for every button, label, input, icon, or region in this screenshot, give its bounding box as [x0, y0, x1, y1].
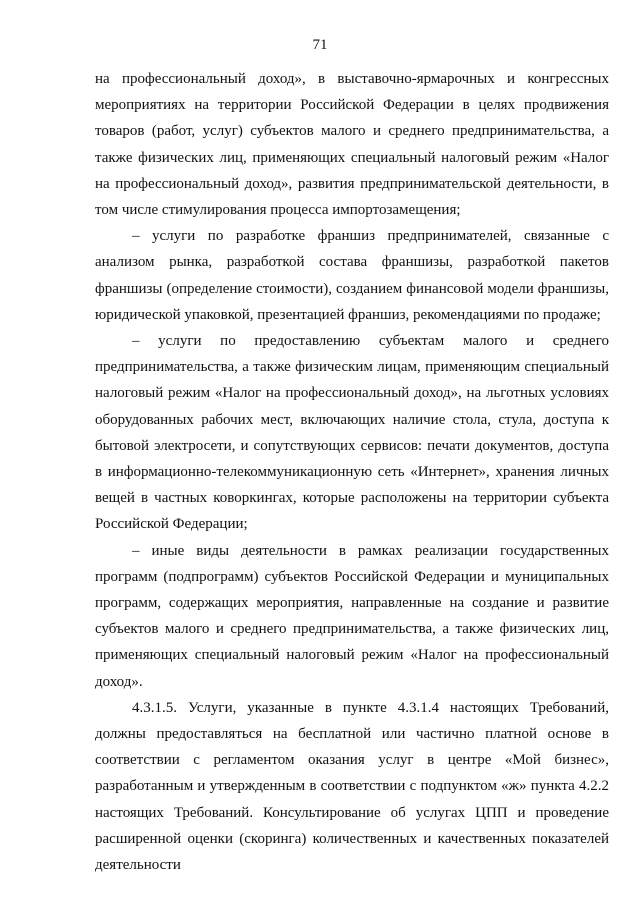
page-number: 71 — [312, 37, 328, 53]
paragraph-franchise-services: – услуги по разработке франшиз предпринимателей, связанные с анализом рынка, разработкой состава франшизы, разработкой пакетов франшизы (определение стоимости), созданием финансовой модели франшизы, юридической упаковкой, презентацией франшиз, рекомендациями по продаже; — [95, 228, 609, 323]
paragraph-coworking-services: – услуги по предоставлению субъектам малого и среднего предпринимательства, а также физическим лицам, применяющим специальный налоговый режим «Налог на профессиональный доход», на льготных условиях оборудованных рабочих мест, включающих наличие стола, стула, доступа к бытовой электросети, и сопутствующих сервисов: печати документов, доступа в информационно-телекоммуникационную сеть «Интернет», хранения личных вещей в частных коворкингах, которые расположены на территории субъекта Российской Федерации; — [95, 333, 609, 533]
document-body — [95, 66, 609, 878]
paragraph-4-3-1-5: 4.3.1.5. Услуги, указанные в пункте 4.3.1.4 настоящих Требований, должны предоставляться на бесплатной или частично платной основе в соответствии с регламентом оказания услуг в центре «Мой бизнес», разработанным и утвержденным в соответствии с подпунктом «ж» пункта 4.2.2 настоящих Требований. Консультирование об услугах ЦПП и проведение расширенной оценки (скоринга) количественных и качественных показателей деятельности — [95, 699, 609, 874]
paragraph-continuation: на профессиональный доход», в выставочно-ярмарочных и конгрессных мероприятиях на территории Российской Федерации в целях продвижения товаров (работ, услуг) субъектов малого и среднего предпринимательства, а также физических лиц, применяющих специальный налоговый режим «Налог на профессиональный доход», развития предпринимательской деятельности, в том числе стимулирования процесса импортозамещения; — [95, 71, 609, 219]
paragraph-other-activities: – иные виды деятельности в рамках реализации государственных программ (подпрограмм) субъектов Российской Федерации и муниципальных программ, содержащих мероприятия, направленные на создание и развитие субъектов малого и среднего предпринимательства, а также физических лиц, применяющих специальный налоговый режим «Налог на профессиональный доход». — [95, 542, 609, 690]
